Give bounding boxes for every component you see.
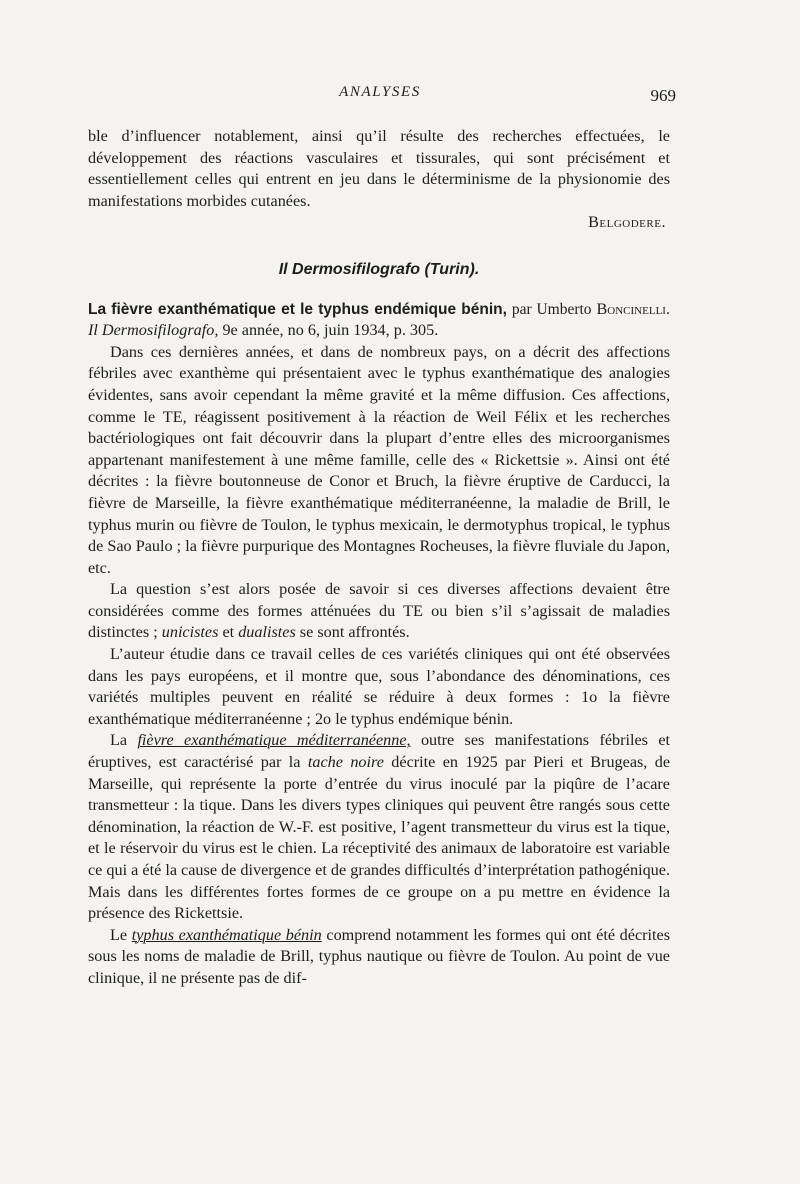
article-citation: 9e année, no 6, juin 1934, p. 305. [222, 321, 439, 340]
page-body [88, 126, 670, 990]
running-head [88, 84, 676, 108]
page-number: 969 [650, 86, 676, 105]
paragraph-2-et: et [222, 623, 235, 642]
term-unicistes: unicistes [161, 623, 219, 642]
paragraph-4 [88, 730, 670, 924]
signature: Belgodere. [588, 213, 666, 232]
paragraph-4-text-c: décrite en 1925 par Pieri et Brugeas, de Marseille, qui représente la porte d’entrée du virus inoculé par la piqûre de l’acare transmetteur : la tique. Dans les divers types cliniques qui peuvent être rangés sous cette dénomination, la réaction de W.-F. est positive, l’agent transmetteur du virus est la tique, et le réservoir du virus est le chien. La réceptivité des animaux de laboratoire est variable ce qui a été la cause de divergence et de grandes difficultés d’interprétation pathogénique. Mais dans les différentes fortes formes de ce groupe on a pu mettre en évidence la présence des Rickettsie. [88, 753, 671, 923]
paragraph-2 [88, 579, 670, 644]
paragraph-2-text-b: se sont affrontés. [299, 623, 410, 642]
paragraph-5 [88, 925, 670, 990]
paragraph-5-text-b: comprend notamment les formes qui ont été décrites sous les noms de maladie de Brill, typhus nautique ou fièvre de Toulon. Au point de vue clinique, il ne présente pas de dif- [88, 925, 671, 987]
article-by: par Umberto [511, 300, 592, 318]
term-dualistes: dualistes [238, 623, 296, 642]
article-author: Boncinelli. [596, 299, 670, 318]
term-fievre-mediterraneenne: fièvre exanthématique méditerranéenne, [137, 731, 411, 750]
article-heading [88, 299, 670, 342]
paragraph-2-text-a: La question s’est alors posée de savoir si ces diverses affections devaient être considérées comme des formes atténuées du TE ou bien s’il s’agissait de maladies distinctes ; [88, 580, 670, 642]
paragraph-4-text-b: outre ses manifestations fébriles et éruptives, est caractérisé par la [88, 731, 671, 772]
paragraph-5-text-a: Le [110, 925, 128, 944]
running-head-title: ANALYSES [339, 84, 421, 100]
article-journal: Il Dermosifilografo, [88, 321, 219, 340]
term-typhus-benin: typhus exanthématique bénin [131, 925, 322, 944]
paragraph-1: Dans ces dernières années, et dans de nombreux pays, on a décrit des affections fébriles avec exanthème qui présentaient avec le typhus exanthématique des analogies évidentes, sans avoir cependant la même gravité et la même diffusion. Ces affections, comme le TE, réagissent positivement à la réaction de Weil Félix et les recherches bactériologiques ont fait découvrir dans la plupart d’entre elles des microorganismes appartenant manifestement à une même famille, celle des « Rickettsie ». Ainsi ont été décrites : la fièvre boutonneuse de Conor et Bruch, la fièvre éruptive de Carducci, la fièvre de Marseille, la fièvre exanthématique méditerranéenne, la maladie de Brill, le typhus murin ou fièvre de Toulon, le typhus mexicain, le dermotyphus tropical, le typhus de Sao Paulo ; la fièvre purpurique des Montagnes Rocheuses, la fièvre fluviale du Japon, etc. [88, 342, 670, 577]
term-tache-noire: tache noire [307, 753, 384, 772]
paragraph-3: L’auteur étudie dans ce travail celles de ces variétés cliniques qui ont été observées dans les pays européens, et il montre que, sous l’abondance des dénominations, ces variétés multiples peuvent en réalité se réduire à deux formes : 1o la fièvre exanthématique méditerranéenne ; 2o le typhus endémique bénin. [88, 645, 670, 728]
paragraph-4-text-a: La [110, 731, 128, 750]
section-title: Il Dermosifilografo (Turin). [278, 260, 480, 278]
article-title: La fièvre exanthématique et le typhus endémique bénin, [88, 300, 507, 318]
prev-article-tail: ble d’influencer notablement, ainsi qu’il résulte des recherches effectuées, le développement des réactions vasculaires et tissurales, qui sont précisément et essentiellement celles qui entrent en jeu dans le déterminisme de la physionomie des manifestations morbides cutanées. [88, 127, 670, 210]
